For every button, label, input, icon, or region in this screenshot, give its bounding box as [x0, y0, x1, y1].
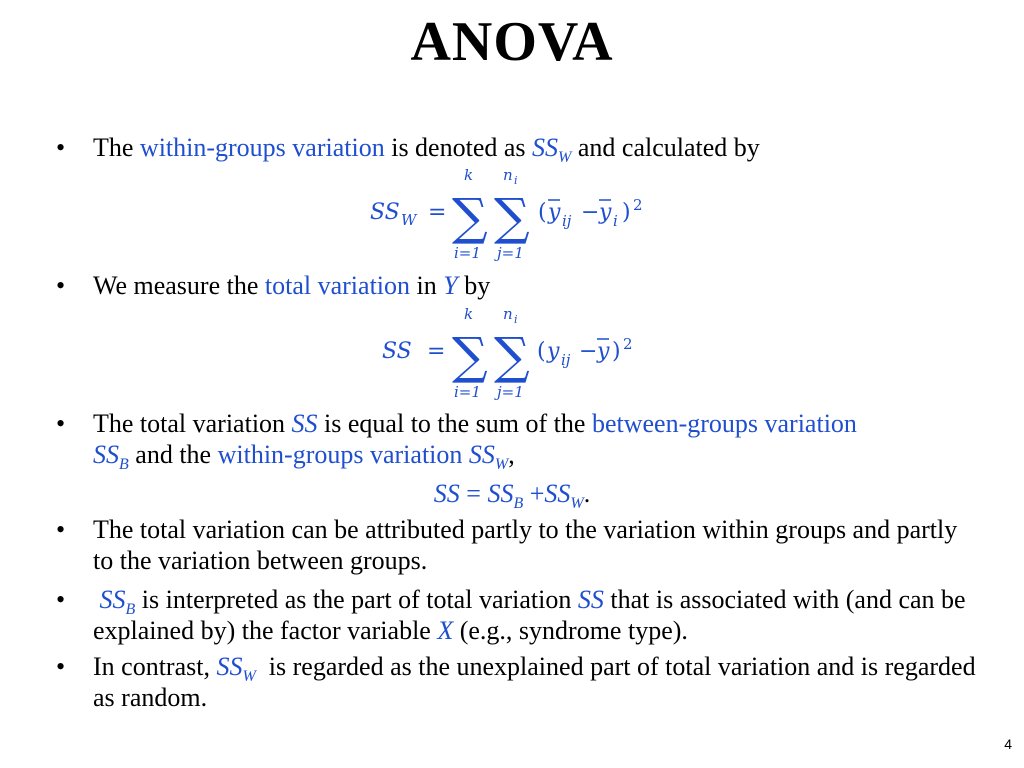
f2-lparen: ( — [537, 339, 546, 364]
f1-term2-sub: i — [613, 212, 618, 230]
f1-lhs: SS — [370, 200, 400, 225]
bullet-5-text — [93, 584, 983, 646]
bullet-4-marker: • — [56, 515, 66, 544]
f1-sum1-sigma: ∑ — [452, 188, 488, 246]
b3-text-a: The total variation — [93, 409, 292, 438]
f2-sum2-top: n — [503, 305, 513, 323]
b2-y: Y — [443, 271, 458, 300]
f2-rparen: ) — [612, 339, 621, 364]
b5-ss: SS — [577, 585, 604, 614]
b3-text-c: and the — [128, 440, 218, 469]
f1-sum2-top-sub: i — [514, 174, 518, 187]
eq3-plus: + — [523, 479, 545, 508]
f2-sum2-bottom: j=1 — [497, 383, 524, 401]
b5-ssb: $SS_B$ — [99, 585, 136, 618]
bullet-4-text: The total variation can be attributed partly to the variation within groups and partly to the variation between groups. — [93, 515, 958, 575]
formula-ss — [372, 303, 672, 403]
b2-text-c: by — [457, 271, 491, 300]
bullet-1-marker: • — [56, 133, 66, 162]
bullet-1-text — [93, 132, 983, 166]
bullet-2-marker: • — [56, 271, 66, 300]
b3-ss: SS — [291, 409, 318, 438]
bullet-2-text — [93, 270, 983, 301]
b1-highlight-within: within-groups variation — [139, 133, 385, 162]
f1-rparen: ) — [622, 200, 631, 225]
b2-highlight-total: total variation — [264, 271, 411, 300]
f2-sum2-sigma: ∑ — [494, 327, 530, 385]
b2-text-a: We measure the — [93, 271, 265, 300]
b6-text-b: is regarded as the unexplained part of total variation and is regarded as random. — [93, 652, 983, 712]
f1-exp: 2 — [633, 196, 643, 214]
b3-highlight-within: within-groups variation — [217, 440, 463, 469]
f1-term1-sub: ij — [562, 212, 572, 230]
f2-sum2-top-sub: i — [514, 313, 518, 326]
formula-ssw — [360, 164, 680, 264]
f2-exp: 2 — [623, 335, 633, 353]
f2-minus: − — [579, 339, 598, 364]
f2-sum1-top: k — [464, 305, 474, 323]
eq3-ss: SS — [433, 479, 460, 508]
b1-text-b: is denoted as — [384, 133, 533, 162]
f1-sum2-bottom: j=1 — [497, 244, 524, 262]
slide-title: ANOVA — [410, 11, 614, 73]
f2-term1-sub: ij — [561, 351, 571, 369]
f1-sum2-top: n — [503, 166, 513, 184]
b3-comma: , — [508, 440, 515, 469]
equation-ss-sum — [0, 478, 1024, 512]
f2-sum1-bottom: i=1 — [454, 383, 481, 401]
b5-text-c: (e.g., syndrome type). — [453, 616, 688, 645]
f1-sum2-sigma: ∑ — [494, 188, 530, 246]
page-number: 4 — [1004, 736, 1012, 752]
b5-x: X — [437, 616, 454, 645]
bullet-3-marker: • — [56, 409, 66, 438]
b3-highlight-between: between-groups variation — [591, 409, 857, 438]
f2-term1: y — [547, 339, 560, 364]
eq3-ssb: $SS_B$ — [487, 479, 524, 512]
b5-text-b: that is associated with (and can be explained by) the factor variable — [93, 585, 966, 645]
bullet-5-marker: • — [56, 585, 66, 614]
eq3-ssw: $SS_W$ — [544, 479, 584, 512]
f2-lhs: SS — [382, 339, 412, 364]
f1-eq: = — [428, 200, 447, 225]
f1-lparen: ( — [538, 200, 547, 225]
b3-ssb: $SS_B$ — [93, 440, 129, 473]
b1-text-c: and calculated by — [571, 133, 760, 162]
bullet-6-text — [93, 651, 983, 713]
b2-text-b: in — [410, 271, 444, 300]
f2-term2: y — [597, 339, 610, 364]
bullet-3-text — [93, 408, 983, 473]
b1-ssw: $SS_W$ — [532, 133, 572, 166]
f1-term2: y — [599, 200, 612, 225]
eq3-equals: = — [459, 479, 488, 508]
b6-text-a: In contrast, — [93, 652, 217, 681]
f1-minus: − — [581, 200, 600, 225]
f1-lhs-sub: W — [401, 211, 417, 229]
f2-eq: = — [427, 339, 446, 364]
f1-term1: y — [548, 200, 561, 225]
b5-text-a: is interpreted as the part of total variation — [135, 585, 578, 614]
b1-text-a: The — [93, 133, 140, 162]
f1-sum1-bottom: i=1 — [454, 244, 481, 262]
bullet-6-marker: • — [56, 652, 66, 681]
f1-sum1-top: k — [464, 166, 474, 184]
eq3-period: . — [583, 479, 591, 508]
b3-ssw: $SS_W$ — [462, 440, 509, 473]
f2-sum1-sigma: ∑ — [452, 327, 488, 385]
b3-text-b: is equal to the sum of the — [317, 409, 592, 438]
b6-ssw: $SS_W$ — [216, 652, 256, 685]
